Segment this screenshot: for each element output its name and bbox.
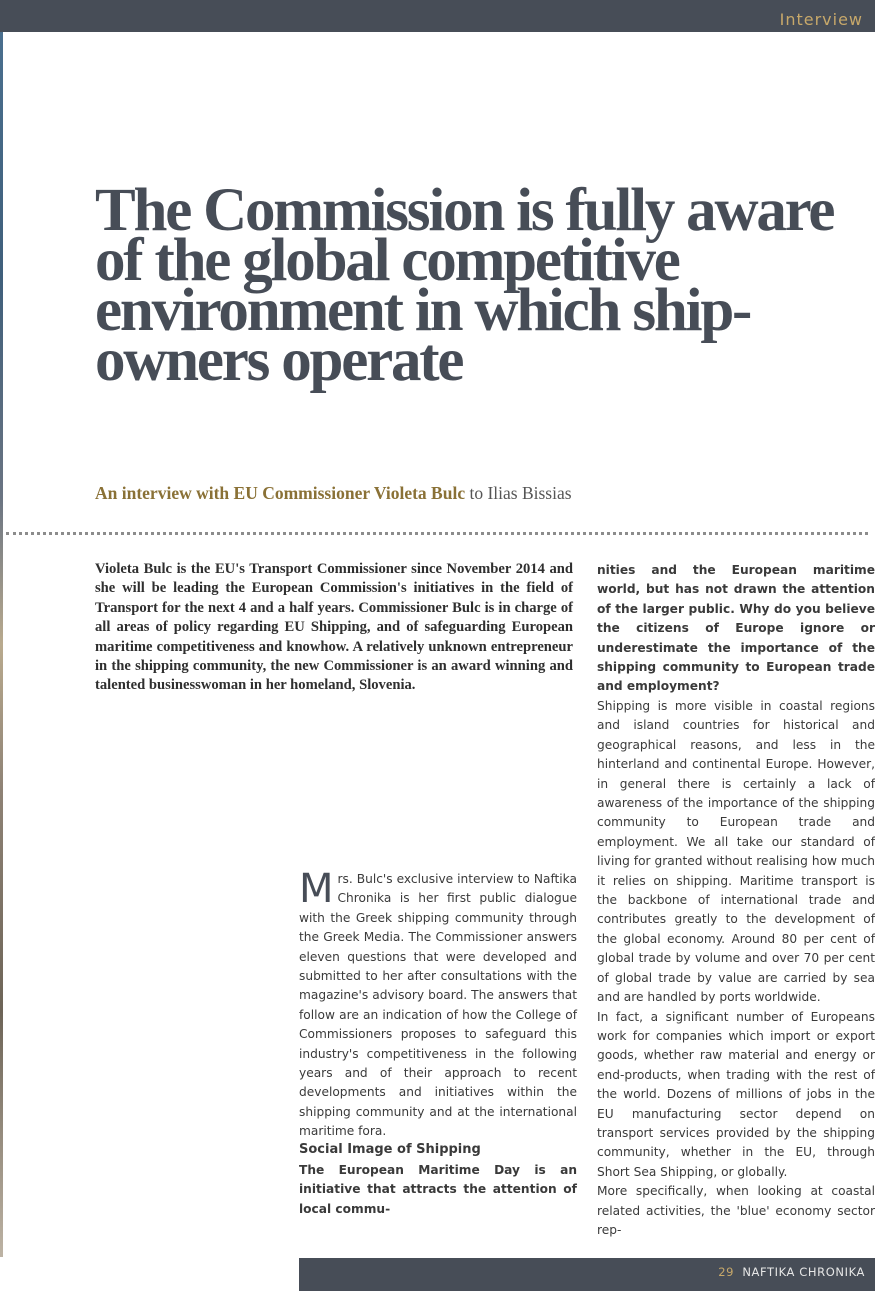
dotted-divider (6, 532, 868, 535)
byline-title: An interview with EU Commissioner Violeta Bulc (95, 483, 466, 503)
interview-intro (299, 866, 577, 1142)
interview-intro-text: rs. Bulc's exclusive interview to Naftika Chronika is her first public dialogue with the Greek shipping community through the Greek Media. The Commissioner answers eleven questions that were developed and submitted to her after consultations with the magazine's advisory board. The answers that follow are an indication of how the College of Commissioners proposes to safeguard this industry's competitiveness in the following years and of their approach to recent developments and initiatives within the shipping community and at the international maritime fora. (299, 872, 577, 1139)
left-edge-strip (0, 32, 3, 1257)
byline-author: to Ilias Bissias (469, 483, 572, 503)
page-number: 29 (718, 1265, 735, 1279)
header-bar (0, 0, 875, 32)
section-label: Interview (779, 10, 863, 29)
section-heading: Social Image of Shipping (299, 1142, 481, 1157)
footer-text (718, 1265, 865, 1279)
intro-paragraph: Violeta Bulc is the EU's Transport Commissioner since November 2014 and she will be leading the European Commission's initiatives in the field of Transport for the next 4 and a half years. Commissioner Bulc is in charge of all areas of policy regarding EU Shipping, and of safeguarding European maritime competitiveness and knowhow. A relatively unknown entrepreneur in the shipping community, the new Commissioner is an award winning and talented businesswoman in her homeland, Slovenia. (95, 561, 573, 694)
answer-body (597, 697, 875, 1240)
answer-paragraph: Shipping is more visible in coastal regions and island countries for historical and geographical reasons, and less in the hinterland and continental Europe. However, in general there is certainly a lack of awareness of the importance of the shipping community to European trade and employment. We all take our standard of living for granted without realising how much it relies on shipping. Maritime transport is the backbone of international trade and contributes greatly to the development of the global economy. Around 80 per cent of global trade by volume and over 70 per cent of global trade by value are carried by sea and are handled by ports worldwide. (597, 699, 875, 1005)
byline (95, 483, 572, 504)
headline: The Commission is fully aware of the global competitive environment in which ship-owners operate (95, 177, 834, 394)
answer-paragraph: In fact, a significant number of Europeans work for companies which import or export goods, whether raw material and energy or end-products, when trading with the rest of the world. Dozens of millions of jobs in the EU manufacturing sector depend on transport services provided by the shipping community, whether in the EU, through Short Sea Shipping, or globally. (597, 1009, 875, 1179)
footer-bar (299, 1258, 875, 1291)
question-part-1: The European Maritime Day is an initiative that attracts the attention of local commu- (299, 1163, 577, 1216)
question-part-2: nities and the European maritime world, but has not drawn the attention of the larger public. Why do you believe the citizens of Europe ignore or underestimate the importance of the shipping community to European trade and employment? (597, 563, 875, 694)
dropcap: M (299, 866, 334, 912)
answer-paragraph: More specifically, when looking at coastal related activities, the 'blue' economy sector rep- (597, 1184, 875, 1237)
publication-name: NAFTIKA CHRONIKA (742, 1265, 865, 1279)
